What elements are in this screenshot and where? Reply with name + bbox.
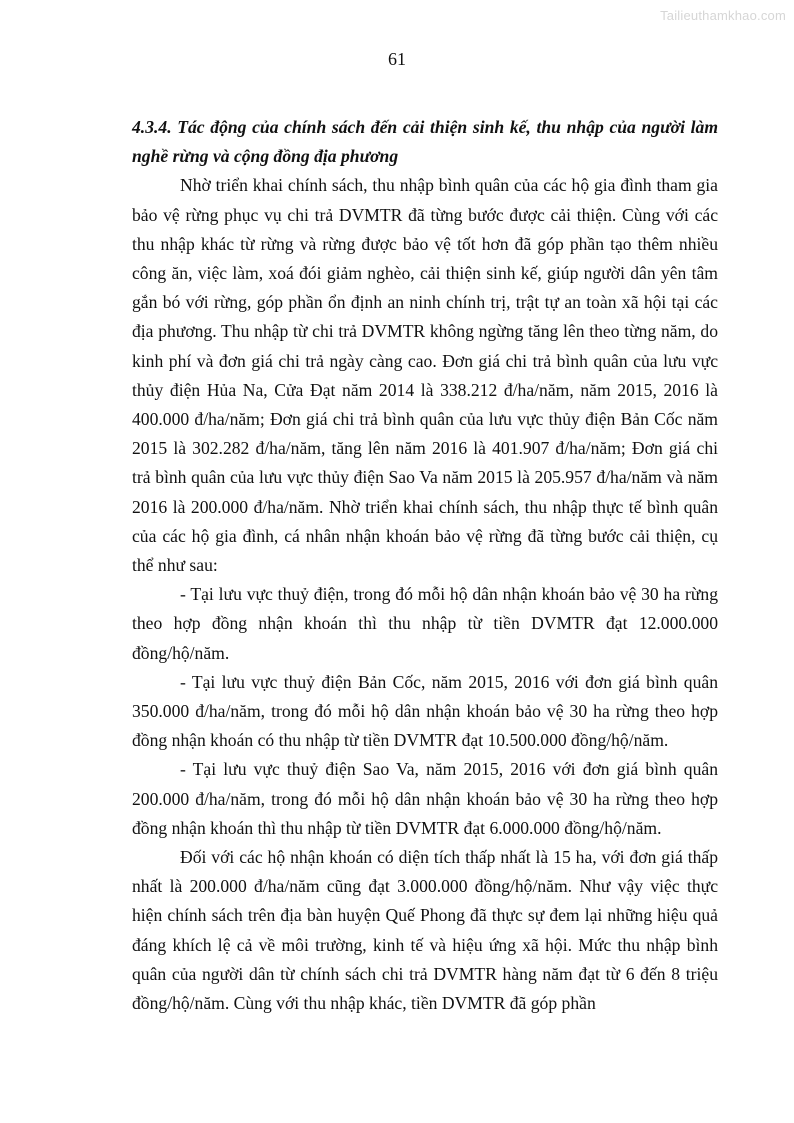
bullet-item-1: - Tại lưu vực thuỷ điện, trong đó mỗi hộ dân nhận khoán bảo vệ 30 ha rừng theo hợp đồng nhận khoán thì thu nhập từ tiền DVMTR đạt 12.000.000 đồng/hộ/năm.	[132, 584, 718, 663]
document-body	[132, 113, 718, 1018]
bullet-item-2: - Tại lưu vực thuỷ điện Bản Cốc, năm 2015, 2016 với đơn giá bình quân 350.000 đ/ha/năm, trong đó mỗi hộ dân nhận khoán bảo vệ 30 ha rừng theo hợp đồng nhận khoán có thu nhập từ tiền DVMTR đạt 10.500.000 đồng/hộ/năm.	[132, 671, 718, 751]
watermark-text: Tailieuthamkhao.com	[660, 8, 786, 23]
paragraph-intro: Nhờ triển khai chính sách, thu nhập bình quân của các hộ gia đình tham gia bảo vệ rừng phục vụ chi trả DVMTR đã từng bước được cải thiện. Cùng với các thu nhập khác từ rừng và rừng được bảo vệ tốt hơn đã góp phần tạo thêm nhiều công ăn, việc làm, xoá đói giảm nghèo, cải thiện sinh kế, giúp người dân yên tâm gắn bó với rừng, góp phần ổn định an ninh chính trị, trật tự an toàn xã hội tại các địa phương. Thu nhập từ chi trả DVMTR không ngừng tăng lên theo từng năm, do kinh phí và đơn giá chi trả ngày càng cao. Đơn giá chi trả bình quân của lưu vực thủy điện Hủa Na, Cửa Đạt năm 2014 là 338.212 đ/ha/năm, năm 2015, 2016 là 400.000 đ/ha/năm; Đơn giá chi trả bình quân của lưu vực thủy điện Bản Cốc năm 2015 là 302.282 đ/ha/năm, tăng lên năm 2016 là 401.907 đ/ha/năm; Đơn giá chi trả bình quân của lưu vực thủy điện Sao Va năm 2015 là 205.957 đ/ha/năm và năm 2016 là 200.000 đ/ha/năm. Nhờ triển khai chính sách, thu nhập thực tế bình quân của các hộ gia đình, cá nhân nhận khoán bảo vệ rừng đã từng bước cải thiện, cụ thể như sau:	[132, 175, 718, 576]
paragraph-conclusion: Đối với các hộ nhận khoán có diện tích thấp nhất là 15 ha, với đơn giá thấp nhất là 200.000 đ/ha/năm cũng đạt 3.000.000 đồng/hộ/năm. Như vậy việc thực hiện chính sách trên địa bàn huyện Quế Phong đã thực sự đem lại những hiệu quả đáng khích lệ cả về môi trường, kinh tế và hiệu ứng xã hội. Mức thu nhập bình quân của người dân từ chính sách chi trả DVMTR hàng năm đạt từ 6 đến 8 triệu đồng/hộ/năm. Cùng với thu nhập khác, tiền DVMTR đã góp phần	[132, 847, 718, 1014]
bullet-item-3: - Tại lưu vực thuỷ điện Sao Va, năm 2015, 2016 với đơn giá bình quân 200.000 đ/ha/năm, trong đó mỗi hộ dân nhận khoán bảo vệ 30 ha rừng theo hợp đồng nhận khoán thì thu nhập từ tiền DVMTR đạt 6.000.000 đồng/hộ/năm.	[132, 759, 718, 838]
page-number: 61	[388, 49, 406, 69]
section-heading: 4.3.4. Tác động của chính sách đến cải thiện sinh kế, thu nhập của người làm nghề rừng và cộng đồng địa phương	[132, 117, 718, 167]
